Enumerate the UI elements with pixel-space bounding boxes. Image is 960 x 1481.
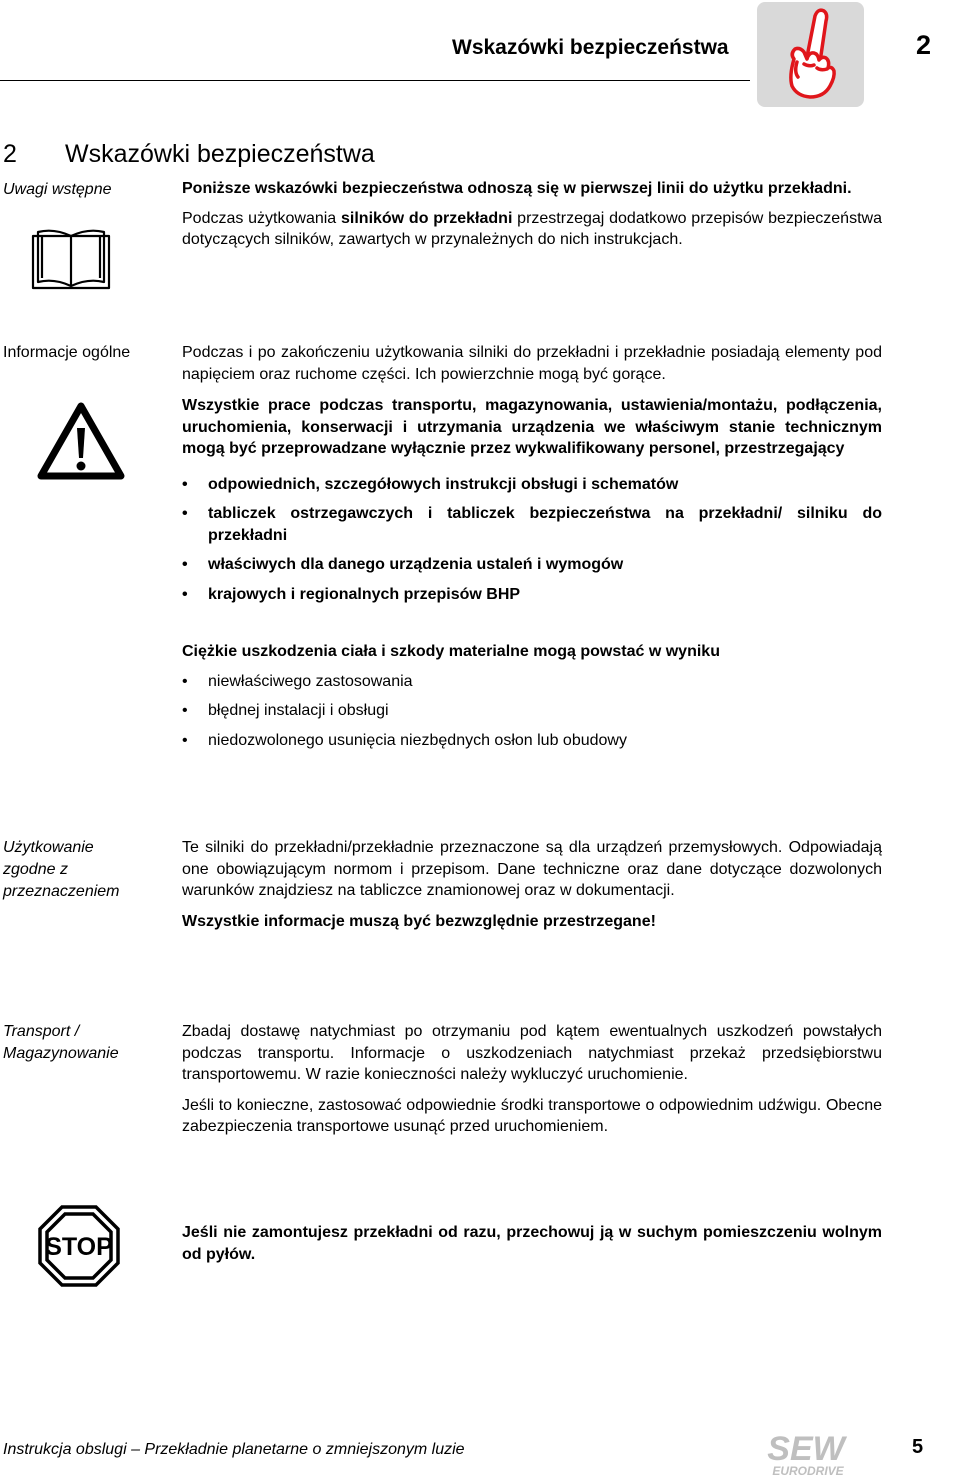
transport-text — [182, 1021, 882, 1138]
general-bullet-list-2 — [182, 671, 882, 752]
header-title: Wskazówki bezpieczeństwa — [452, 36, 729, 59]
intro-paragraph-1: Poniższe wskazówki bezpieczeństwa odnoszą się w pierwszej linii do użytku przekładni. — [182, 180, 852, 197]
pointing-hand-icon — [757, 2, 864, 107]
list-item: • niedozwolonego usunięcia niezbędnych osłon lub obudowy — [182, 730, 882, 752]
transport-paragraph-2: Jeśli to konieczne, zastosować odpowiednie środki transportowe o odpowiednim udźwigu. Obecne zabezpieczenia transportowe usunąć przed uruchomieniem. — [182, 1096, 882, 1135]
side-label-usage-line-2: zgodne z — [3, 861, 68, 878]
intro-text — [182, 178, 882, 251]
transport-paragraph-1: Zbadaj dostawę natychmiast po otrzymaniu pod kątem ewentualnych uszkodzeń powstałych podczas transportu. Informacje o uszkodzeniach natychmiast przekaż przedsiębiorstwu transportowemu. W razie konieczności należy wykluczyć uruchomienie. — [182, 1023, 882, 1083]
intro-p2-part-b: silników do przekładni — [341, 209, 513, 227]
side-label-transport-line-2: Magazynowanie — [3, 1045, 119, 1062]
list-item: • tabliczek ostrzegawczych i tabliczek bezpieczeństwa na przekładni/ silniku do przekładni — [182, 503, 882, 546]
side-label-transport-line-1: Transport / — [3, 1023, 80, 1040]
list-item: • krajowych i regionalnych przepisów BHP — [182, 584, 882, 606]
intro-p2-part-a: Podczas użytkowania — [182, 209, 341, 227]
usage-paragraph-2: Wszystkie informacje muszą być bezwzględnie przestrzegane! — [182, 912, 656, 930]
list-item: • niewłaściwego zastosowania — [182, 671, 882, 693]
side-label-usage-line-3: przeznaczeniem — [3, 883, 120, 900]
stop-sign-label: STOP — [45, 1233, 113, 1261]
general-text — [182, 342, 882, 751]
intro-p2-part-c: przestrzegaj dodatkowo przepisów bezpieczeństwa dotyczących silników, zawartych w przynależnych do nich instrukcjach. — [182, 209, 882, 248]
book-icon — [30, 228, 112, 297]
usage-text — [182, 837, 882, 932]
list-item: • właściwych dla danego urządzenia ustaleń i wymogów — [182, 554, 882, 576]
list-item: • odpowiednich, szczegółowych instrukcji obsługi i schematów — [182, 474, 882, 496]
general-paragraph-2: Wszystkie prace podczas transportu, magazynowania, ustawienia/montażu, podłączenia, uruchomienia, konserwacji i utrzymania urządzenia we właściwym stanie technicznym mogą być przeprowadzane wyłącznie przez wykwalifikowany personel, przestrzegający — [182, 397, 882, 457]
storage-text: Jeśli nie zamontujesz przekładni od razu, przechowuj ją w suchym pomieszczeniu wolnym od pyłów. — [182, 1224, 882, 1263]
section-heading — [3, 140, 375, 169]
sew-eurodrive-logo — [752, 1430, 862, 1481]
header-chapter-number: 2 — [916, 30, 932, 60]
side-label-usage-line-1: Użytkowanie — [3, 839, 94, 856]
page-number: 5 — [912, 1436, 924, 1458]
side-label-usage — [3, 837, 120, 903]
general-bullet-list — [182, 474, 882, 606]
general-paragraph-1: Podczas i po zakończeniu użytkowania silniki do przekładni i przekładnie posiadają elementy pod napięciem oraz ruchome części. Ich powierzchnie mogą być gorące. — [182, 344, 882, 383]
intro-paragraph-2 — [182, 208, 882, 251]
warning-triangle-icon — [36, 400, 126, 487]
side-label-general: Informacje ogólne — [3, 344, 131, 361]
section-title: Wskazówki bezpieczeństwa — [65, 140, 375, 168]
side-label-intro: Uwagi wstępne — [3, 181, 112, 198]
section-number: 2 — [3, 140, 17, 168]
general-paragraph-3: Ciężkie uszkodzenia ciała i szkody materialne mogą powstać w wyniku — [182, 643, 720, 660]
header-rule — [0, 80, 750, 81]
side-label-transport — [3, 1021, 119, 1065]
logo-sub-text: EURODRIVE — [772, 1464, 844, 1476]
list-item: • błędnej instalacji i obsługi — [182, 700, 882, 722]
footer-text: Instrukcja obslugi – Przekładnie planetarne o zmniejszonym luzie — [3, 1441, 465, 1458]
logo-main-text: SEW — [767, 1430, 845, 1468]
usage-paragraph-1: Te silniki do przekładni/przekładnie przeznaczone są dla urządzeń przemysłowych. Odpowiadają one obowiązującym normom i przepisom. Dane techniczne oraz dane dotyczące dozwolonych warunków znajdziesz na tabliczce znamionowej oraz w dokumentacji. — [182, 839, 882, 899]
stop-sign-icon — [38, 1205, 120, 1292]
